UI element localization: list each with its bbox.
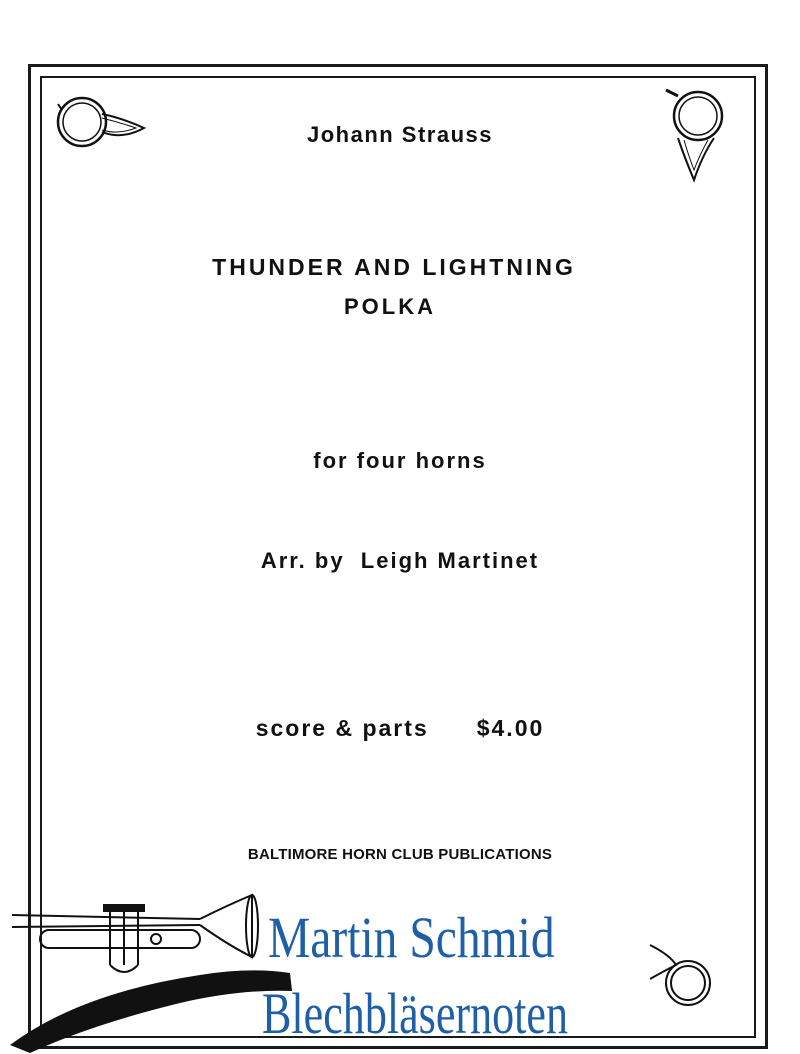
instrumentation: for four horns — [313, 448, 487, 473]
composer-name: Johann Strauss — [306, 122, 494, 147]
arranger-credit: Arr. by Leigh Martinet — [260, 548, 540, 573]
edition-price-row — [0, 715, 800, 742]
title-line-1: THUNDER AND LIGHTNING — [212, 254, 576, 280]
price: $4.00 — [476, 715, 545, 741]
watermark-tagline: Blechbläsernoten — [262, 981, 569, 1046]
title-line-2: POLKA — [344, 294, 436, 319]
brush-stroke-icon — [10, 970, 292, 1053]
trumpet-icon — [12, 895, 258, 972]
edition-label: score & parts — [255, 715, 429, 741]
publisher: BALTIMORE HORN CLUB PUBLICATIONS — [247, 846, 553, 863]
watermark-name: Martin Schmid — [268, 905, 555, 970]
horn-icon — [650, 945, 710, 1005]
